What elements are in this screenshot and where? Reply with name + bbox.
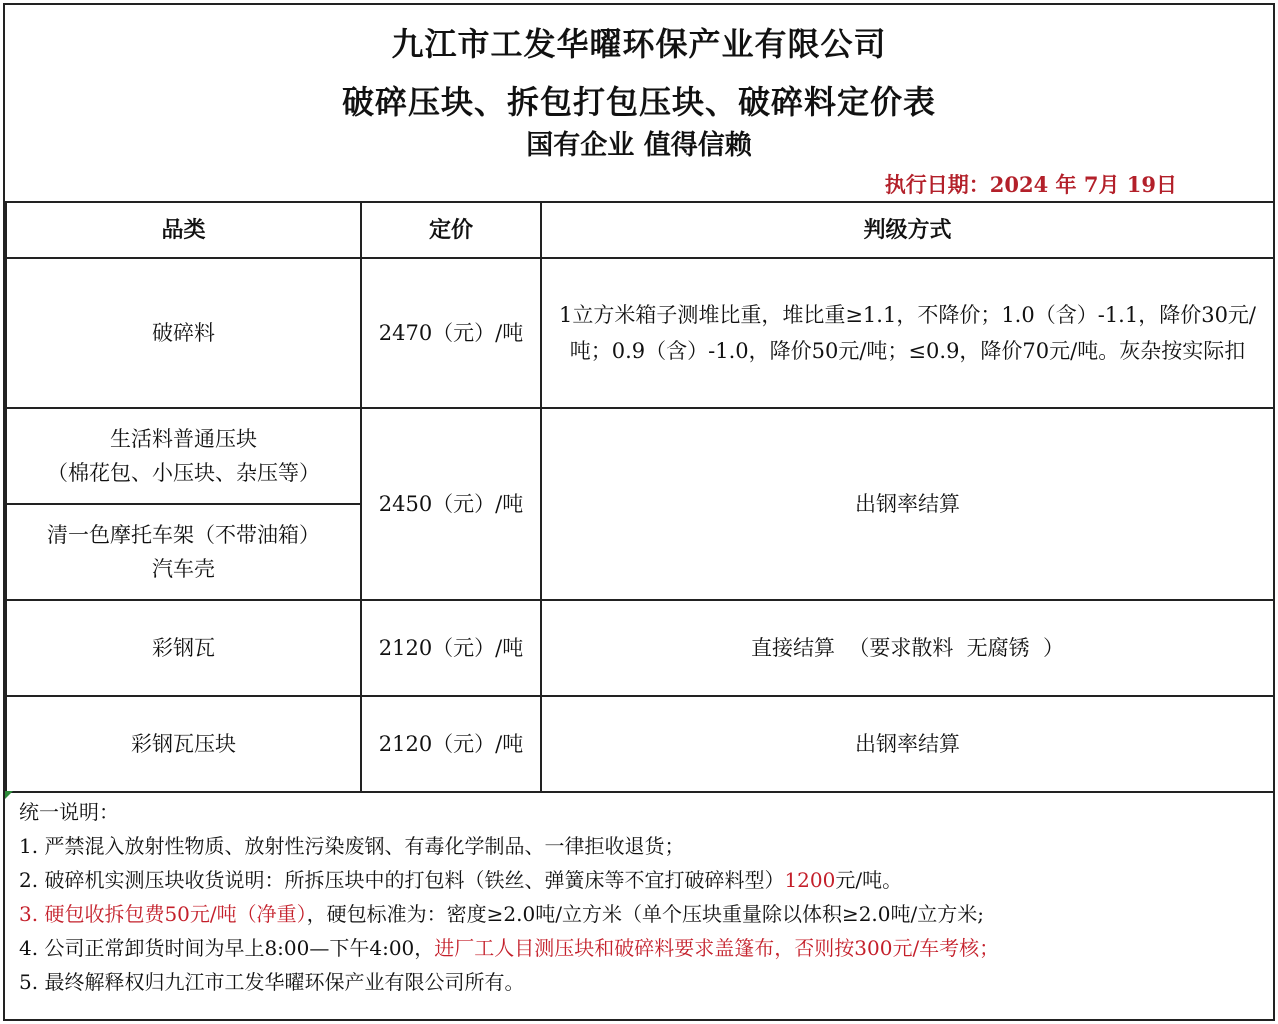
notes-title: 统一说明： bbox=[19, 800, 119, 824]
note-item: 5. 最终解释权归九江市工发华曜环保产业有限公司所有。 bbox=[19, 970, 525, 994]
note-text: 元/吨。 bbox=[835, 868, 903, 892]
table-row bbox=[6, 408, 1274, 504]
note-item bbox=[19, 897, 1263, 931]
method-cell: 出钢率结算 bbox=[541, 408, 1274, 600]
price-sheet bbox=[3, 3, 1275, 1021]
note-item: 1. 严禁混入放射性物质、放射性污染废钢、有毒化学制品、一律拒收退货； bbox=[19, 834, 685, 858]
category-line: 汽车壳 bbox=[152, 557, 215, 581]
method-cell: 直接结算 （要求散料 无腐锈 ） bbox=[541, 600, 1274, 696]
note-highlight: 进厂工人目测压块和破碎料要求盖篷布，否则按300元/车考核； bbox=[434, 936, 1000, 960]
table-row bbox=[6, 600, 1274, 696]
note-text: 2. 破碎机实测压块收货说明：所拆压块中的打包料（铁丝、弹簧床等不宜打破碎料型） bbox=[19, 868, 785, 892]
note-highlight: 3. 硬包收拆包费50元/吨（净重） bbox=[19, 902, 307, 926]
category-cell: 彩钢瓦 bbox=[6, 600, 361, 696]
column-header-method: 判级方式 bbox=[541, 202, 1274, 258]
price-cell: 2120（元）/吨 bbox=[361, 600, 541, 696]
table-header-row bbox=[6, 202, 1274, 258]
note-text: ，硬包标准为：密度≥2.0吨/立方米（单个压块重量除以体积≥2.0吨/立方米; bbox=[306, 902, 984, 926]
slogan: 国有企业 值得信赖 bbox=[526, 130, 752, 161]
category-line: 生活料普通压块 bbox=[110, 427, 257, 451]
company-name: 九江市工发华曜环保产业有限公司 bbox=[391, 25, 887, 63]
method-cell: 1立方米箱子测堆比重，堆比重≥1.1，不降价；1.0（含）-1.1，降价30元/吨；0.9（含）-1.0，降价50元/吨；≤0.9，降价70元/吨。灰杂按实际扣 bbox=[541, 258, 1274, 408]
column-header-category: 品类 bbox=[6, 202, 361, 258]
category-cell bbox=[6, 408, 361, 504]
table-row bbox=[6, 696, 1274, 792]
category-line: 清一色摩托车架（不带油箱） bbox=[47, 523, 320, 547]
method-cell: 出钢率结算 bbox=[541, 696, 1274, 792]
category-cell bbox=[6, 504, 361, 600]
price-cell: 2450（元）/吨 bbox=[361, 408, 541, 600]
document-title: 破碎压块、拆包打包压块、破碎料定价表 bbox=[341, 83, 936, 121]
table-row bbox=[6, 258, 1274, 408]
price-cell: 2470（元）/吨 bbox=[361, 258, 541, 408]
category-cell: 彩钢瓦压块 bbox=[6, 696, 361, 792]
note-text: 4. 公司正常卸货时间为早上8:00—下午4:00， bbox=[19, 936, 435, 960]
note-highlight: 1200 bbox=[784, 868, 836, 892]
category-line: （棉花包、小压块、杂压等） bbox=[47, 461, 320, 485]
notes-section bbox=[19, 795, 1263, 999]
price-table bbox=[5, 201, 1275, 793]
note-item bbox=[19, 863, 1263, 897]
note-item bbox=[19, 931, 1263, 965]
cell-corner-marker bbox=[5, 791, 13, 799]
category-cell: 破碎料 bbox=[6, 258, 361, 408]
effective-date: 执行日期：2024 年 7月 19日 bbox=[884, 172, 1177, 197]
column-header-price: 定价 bbox=[361, 202, 541, 258]
sheet-header bbox=[5, 5, 1273, 201]
price-cell: 2120（元）/吨 bbox=[361, 696, 541, 792]
